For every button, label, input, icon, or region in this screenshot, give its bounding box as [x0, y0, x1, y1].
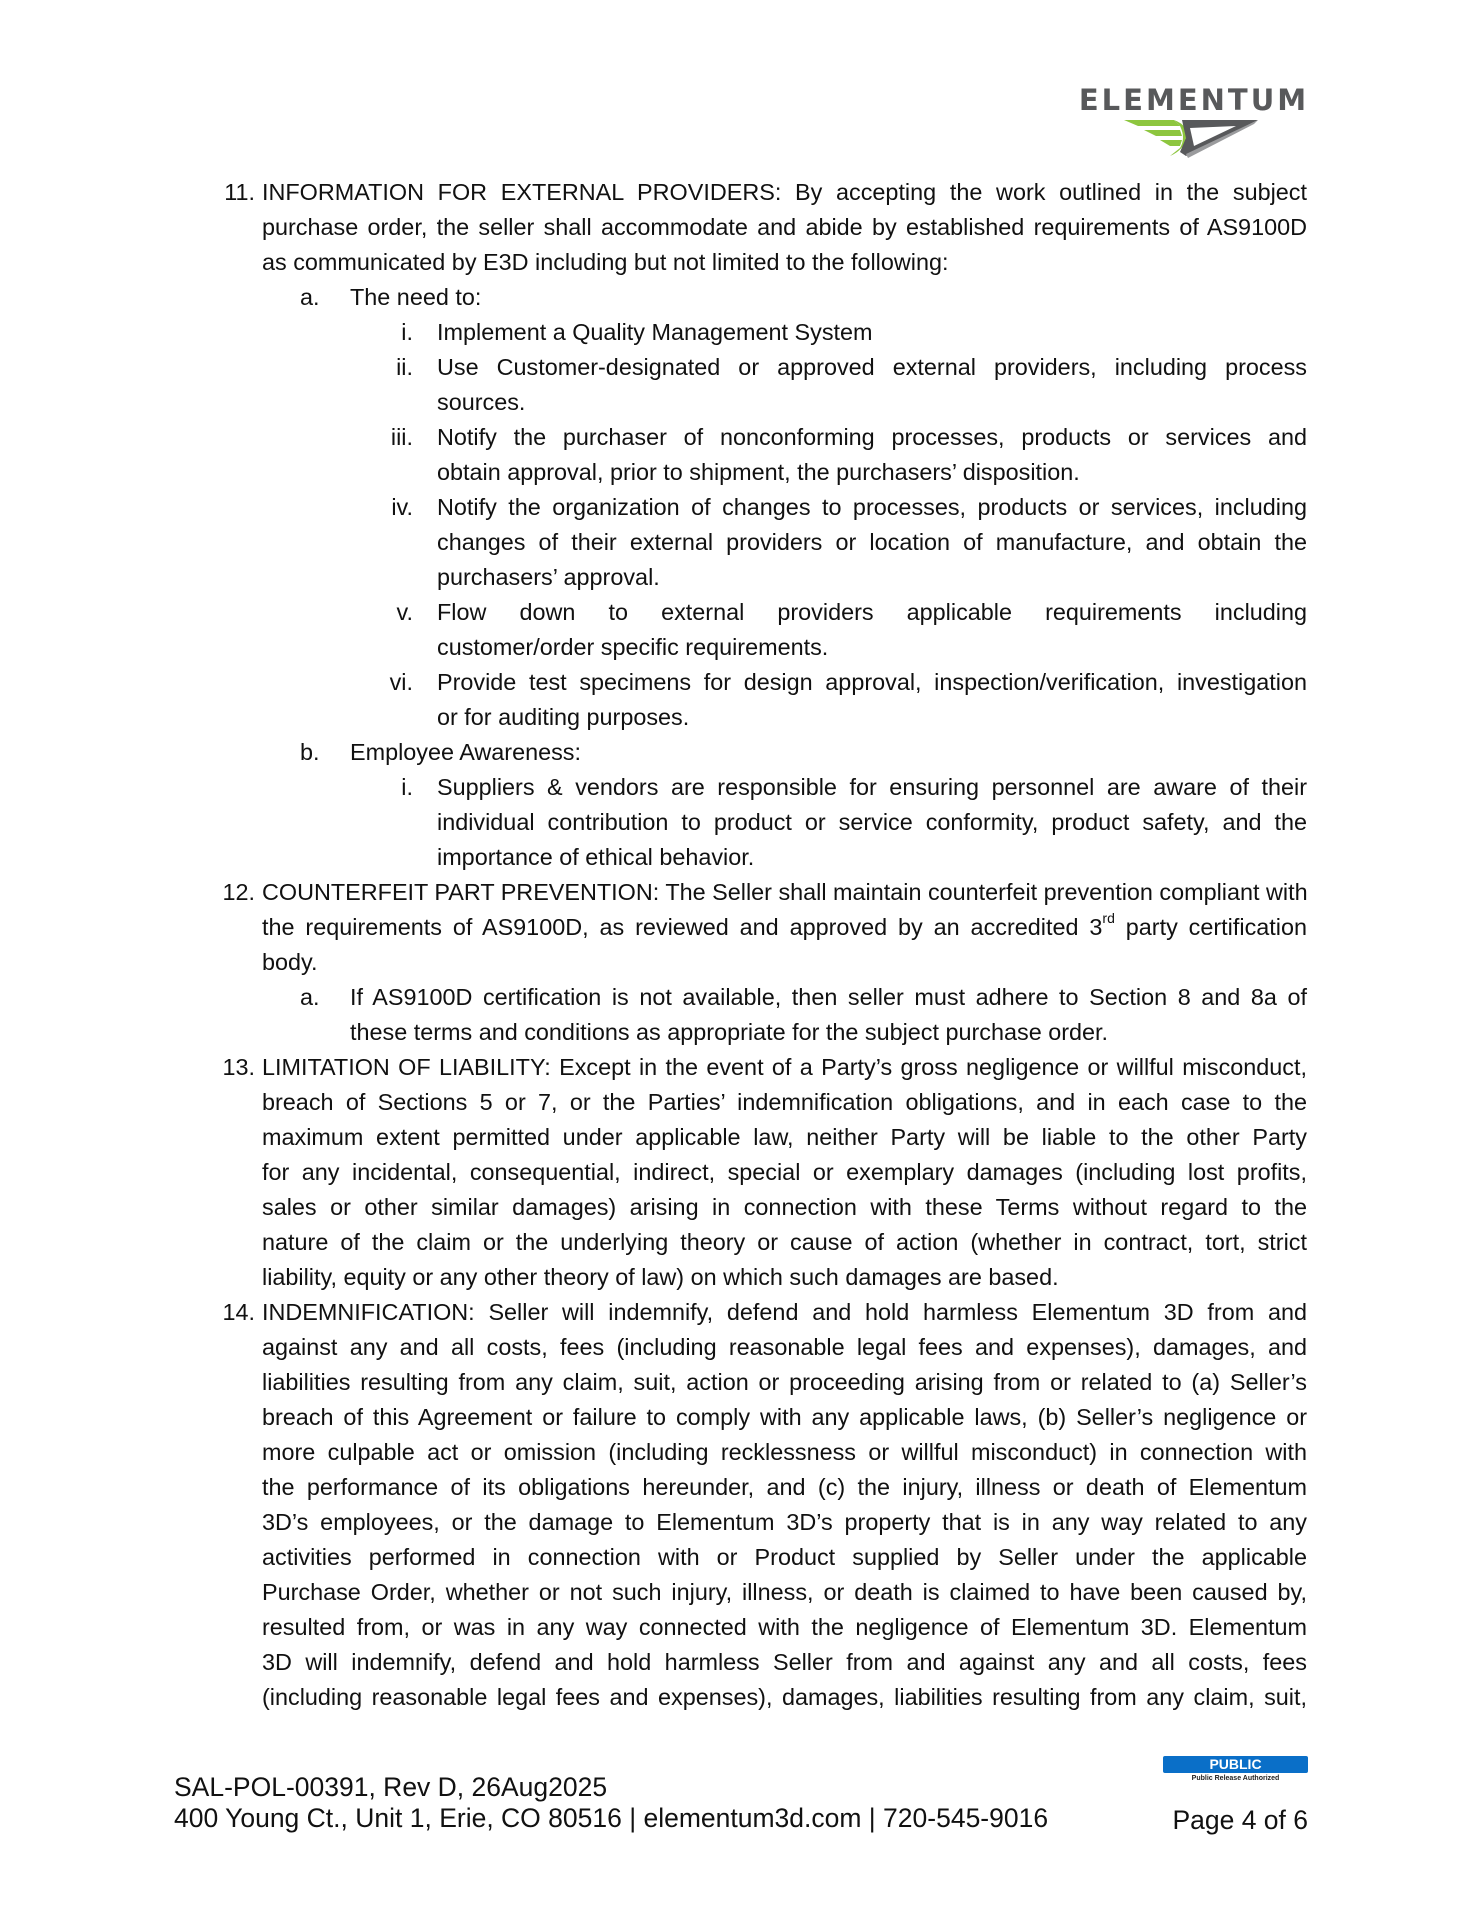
- section-number: 12.: [222, 879, 255, 905]
- paragraph-line: sales or other similar damages) arising in connection with these Terms without regard to the: [262, 1194, 1307, 1220]
- page-number: Page 4 of 6: [1172, 1805, 1308, 1835]
- list-item-label: The need to:: [350, 284, 482, 310]
- paragraph-line: breach of Sections 5 or 7, or the Parties’ indemnification obligations, and in each case to the: [262, 1089, 1307, 1115]
- elementum-logo: [1078, 84, 1310, 160]
- roman-marker: ii.: [396, 354, 413, 380]
- paragraph-line: more culpable act or omission (including recklessness or willful misconduct) in connection with: [262, 1439, 1307, 1465]
- paragraph-line: 3D will indemnify, defend and hold harmless Seller from and against any and all costs, fees: [262, 1649, 1307, 1675]
- document-id: SAL-POL-00391, Rev D, 26Aug2025: [174, 1772, 608, 1802]
- list-item-text: Notify the purchaser of nonconforming processes, products or services and: [437, 424, 1307, 450]
- list-marker: a.: [300, 284, 320, 310]
- list-item-text: Implement a Quality Management System: [437, 319, 873, 345]
- paragraph-line: as communicated by E3D including but not limited to the following:: [262, 249, 949, 275]
- roman-marker: iii.: [390, 424, 413, 450]
- list-item-text: changes of their external providers or location of manufacture, and obtain the: [437, 529, 1307, 555]
- list-item-text: Use Customer-designated or approved external providers, including process: [437, 354, 1307, 380]
- roman-marker: iv.: [391, 494, 413, 520]
- list-item-text: importance of ethical behavior.: [437, 844, 755, 870]
- paragraph-line: liabilities resulting from any claim, suit, action or proceeding arising from or related to (a) Seller’s: [262, 1369, 1307, 1395]
- paragraph-line: breach of this Agreement or failure to comply with any applicable laws, (b) Seller’s negligence or: [262, 1404, 1307, 1430]
- list-item-text: Provide test specimens for design approval, inspection/verification, investigation: [437, 669, 1307, 695]
- paragraph-line: liability, equity or any other theory of law) on which such damages are based.: [262, 1264, 1059, 1290]
- roman-marker: v.: [396, 599, 413, 625]
- list-item-text: obtain approval, prior to shipment, the purchasers’ disposition.: [437, 459, 1080, 485]
- list-item-text: sources.: [437, 389, 526, 415]
- list-item-text: Notify the organization of changes to processes, products or services, including: [437, 494, 1307, 520]
- paragraph-line: [262, 910, 1307, 945]
- list-item-text: Suppliers & vendors are responsible for ensuring personnel are aware of their: [437, 774, 1307, 800]
- superscript-ordinal: rd: [1102, 910, 1115, 927]
- public-release-caption: Public Release Authorized: [1191, 1775, 1280, 1782]
- list-marker: a.: [300, 984, 320, 1010]
- list-marker: b.: [300, 739, 320, 765]
- list-item-text: If AS9100D certification is not available, then seller must adhere to Section 8 and 8a of: [350, 984, 1307, 1010]
- paragraph-line: (including reasonable legal fees and expenses), damages, liabilities resulting from any claim, suit,: [262, 1684, 1307, 1710]
- paragraph-line: activities performed in connection with or Product supplied by Seller under the applicable: [262, 1544, 1307, 1570]
- paragraph-line: maximum extent permitted under applicable law, neither Party will be liable to the other Party: [262, 1124, 1307, 1150]
- section-number: 13.: [222, 1054, 255, 1080]
- paragraph-line: the performance of its obligations hereunder, and (c) the injury, illness or death of Elementum: [262, 1474, 1307, 1500]
- section-heading-text: INDEMNIFICATION: Seller will indemnify, defend and hold harmless Elementum 3D from and: [262, 1299, 1307, 1325]
- list-item-text: customer/order specific requirements.: [437, 634, 829, 660]
- section-heading-text: LIMITATION OF LIABILITY: Except in the event of a Party’s gross negligence or willful misconduct,: [262, 1054, 1307, 1080]
- public-classification-badge: PUBLIC: [1163, 1756, 1308, 1773]
- paragraph-line: body.: [262, 949, 318, 975]
- list-item-text: or for auditing purposes.: [437, 704, 690, 730]
- list-item-text: purchasers’ approval.: [437, 564, 660, 590]
- roman-marker: vi.: [389, 669, 413, 695]
- company-address: 400 Young Ct., Unit 1, Erie, CO 80516 | elementum3d.com | 720-545-9016: [174, 1803, 1049, 1833]
- paragraph-line: 3D’s employees, or the damage to Elementum 3D’s property that is in any way related to any: [262, 1509, 1307, 1535]
- section-number: 14.: [222, 1299, 255, 1325]
- roman-marker: i.: [401, 319, 413, 345]
- paragraph-line: Purchase Order, whether or not such injury, illness, or death is claimed to have been caused by,: [262, 1579, 1307, 1605]
- paragraph-line: resulted from, or was in any way connected with the negligence of Elementum 3D. Elementum: [262, 1614, 1307, 1640]
- paragraph-line: for any incidental, consequential, indirect, special or exemplary damages (including lost profits,: [262, 1159, 1307, 1185]
- logo-wordmark: ELEMENTUM: [1078, 83, 1310, 117]
- text-run: party certification: [1114, 914, 1307, 940]
- roman-marker: i.: [401, 774, 413, 800]
- logo-wing-icon: [1124, 118, 1258, 158]
- paragraph-line: against any and all costs, fees (including reasonable legal fees and expenses), damages, and: [262, 1334, 1307, 1360]
- text-run: the requirements of AS9100D, as reviewed and approved by an accredited 3: [262, 914, 1103, 940]
- list-item-label: Employee Awareness:: [350, 739, 582, 765]
- paragraph-line: purchase order, the seller shall accommodate and abide by established requirements of AS9100D: [262, 214, 1307, 240]
- list-item-text: Flow down to external providers applicable requirements including: [437, 599, 1307, 625]
- section-number: 11.: [224, 179, 255, 205]
- list-item-text: individual contribution to product or service conformity, product safety, and the: [437, 809, 1307, 835]
- paragraph-line: nature of the claim or the underlying theory or cause of action (whether in contract, tort, strict: [262, 1229, 1307, 1255]
- section-heading-text: INFORMATION FOR EXTERNAL PROVIDERS: By accepting the work outlined in the subject: [262, 179, 1307, 205]
- section-heading-text: COUNTERFEIT PART PREVENTION: The Seller shall maintain counterfeit prevention compliant with: [262, 879, 1308, 905]
- list-item-text: these terms and conditions as appropriate for the subject purchase order.: [350, 1019, 1109, 1045]
